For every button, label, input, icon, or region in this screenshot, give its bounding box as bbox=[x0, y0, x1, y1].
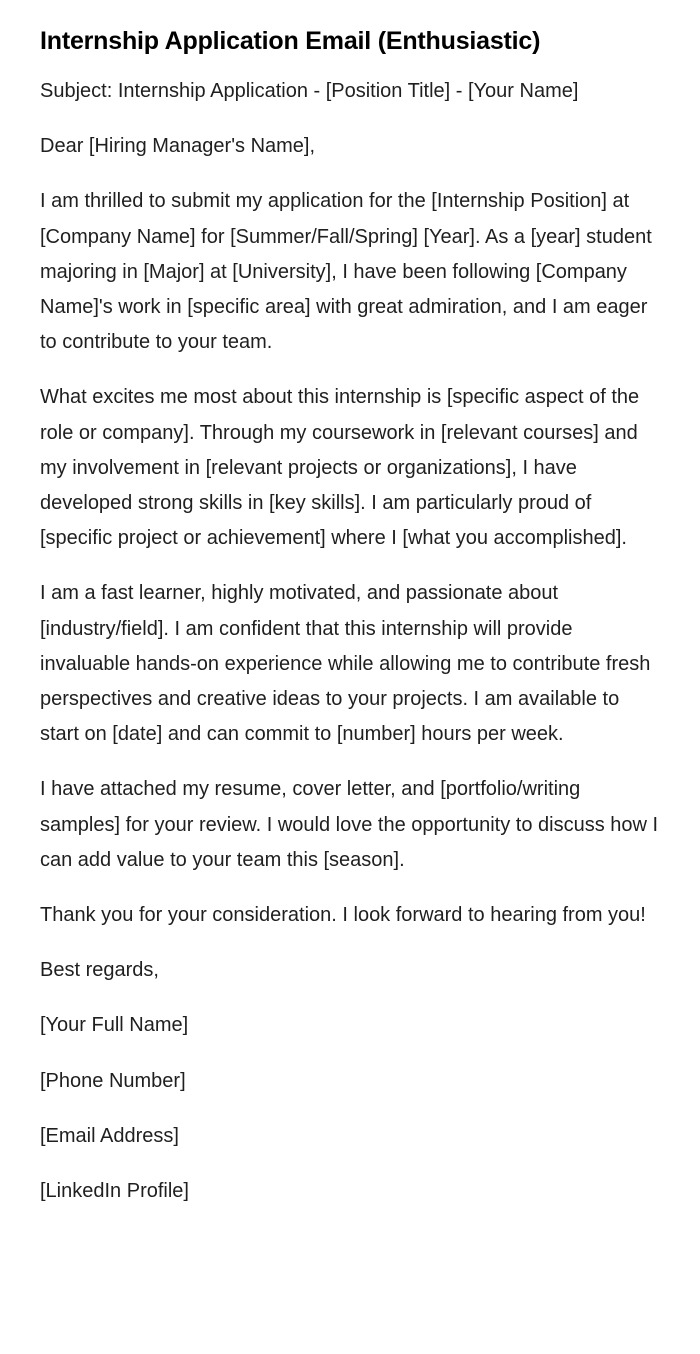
signature-email: [Email Address] bbox=[40, 1124, 179, 1147]
body-paragraph-attachments: I have attached my resume, cover letter, and [portfolio/writing samples] for your review. I would love the opportunity to discuss how I can add value to your team this [season]. bbox=[40, 778, 659, 871]
email-subject-line: Subject: Internship Application - [Position Title] - [Your Name] bbox=[40, 80, 579, 102]
signature-phone: [Phone Number] bbox=[40, 1069, 186, 1092]
body-paragraph-skills: What excites me most about this internship is [specific aspect of the role or company]. Through my coursework in [relevant courses] and my involvement in [relevant projects or organizations], I have developed strong skills in [key skills]. I am particularly proud of [specific project or achievement] where I [what you accomplished]. bbox=[40, 386, 640, 550]
signature-name: [Your Full Name] bbox=[40, 1014, 189, 1037]
document-title: Internship Application Email (Enthusiastic) bbox=[40, 27, 541, 55]
body-paragraph-motivation: I am a fast learner, highly motivated, and passionate about [industry/field]. I am confident that this internship will provide invaluable hands-on experience while allowing me to contribute fresh perspectives and creative ideas to your projects. I am available to start on [date] and can commit to [number] hours per week. bbox=[40, 582, 651, 746]
body-paragraph-thanks: Thank you for your consideration. I look forward to hearing from you! bbox=[40, 904, 646, 927]
email-closing: Best regards, bbox=[40, 959, 159, 982]
body-paragraph-intro: I am thrilled to submit my application for the [Internship Position] at [Company Name] for [Summer/Fall/Spring] [Year]. As a [year] student majoring in [Major] at [University], I have been following [Company Name]'s work in [specific area] with great admiration, and I am eager to contribute to your team. bbox=[40, 190, 652, 354]
signature-block bbox=[40, 1008, 660, 1209]
signature-linkedin: [LinkedIn Profile] bbox=[40, 1180, 189, 1203]
email-greeting: Dear [Hiring Manager's Name], bbox=[40, 135, 316, 158]
